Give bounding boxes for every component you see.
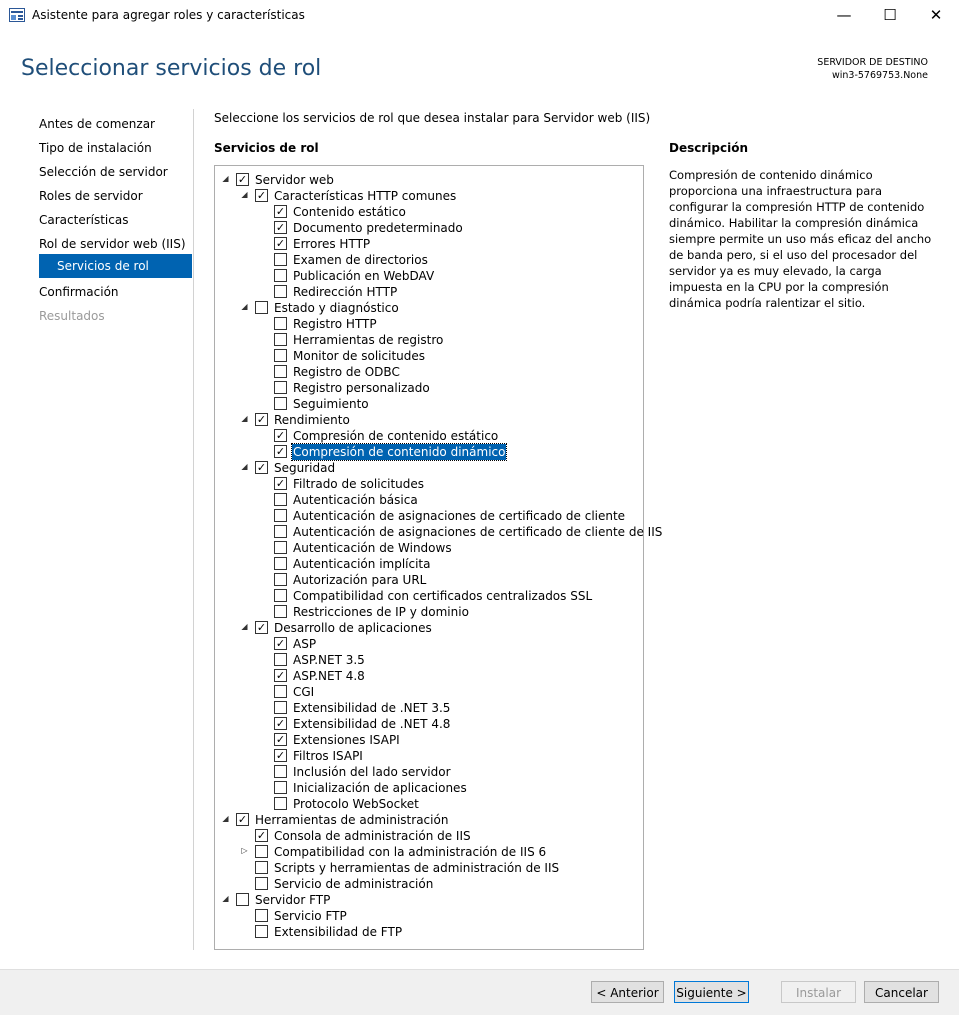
checkbox-checked[interactable] [255,829,268,842]
checkbox-checked[interactable] [274,445,287,458]
checkbox-checked[interactable] [274,477,287,490]
checkbox-checked[interactable] [255,189,268,202]
checkbox-checked[interactable] [255,461,268,474]
checkbox-unchecked[interactable] [274,493,287,506]
tree-node[interactable] [215,876,641,892]
tree-node[interactable] [215,460,641,476]
nav-item[interactable] [39,213,128,227]
checkbox-unchecked[interactable] [274,589,287,602]
nav-item [39,309,105,323]
tree-node-label[interactable]: Herramientas de administración [255,813,449,827]
checkbox-unchecked[interactable] [274,765,287,778]
checkbox-unchecked[interactable] [274,317,287,330]
checkbox-unchecked[interactable] [255,301,268,314]
description-header: Descripción [669,141,748,155]
tree-node[interactable] [215,444,641,460]
minimize-button[interactable] [821,0,867,31]
tree-node[interactable] [215,668,641,684]
description-text: Compresión de contenido dinámico proporciona una infraestructura para configurar la compresión HTTP de contenido dinámico. Habilitar la compresión dinámica siempre permite un uso más eficaz del ancho de banda pero, si el uso del procesador del servidor ya es muy elevado, la carga impuesta en la CPU por la compresión dinámica podría ralentizar el sitio. [669,168,932,310]
tree-node-label[interactable]: Compatibilidad con la administración de IIS 6 [274,845,547,859]
tree-node-label[interactable]: Autenticación implícita [293,557,431,571]
checkbox-unchecked[interactable] [255,909,268,922]
tree-node-label[interactable]: Publicación en WebDAV [293,269,435,283]
page-title: Seleccionar servicios de rol [21,56,322,81]
nav-item[interactable] [39,189,143,203]
tree-node-label[interactable]: Servidor web [255,173,334,187]
expanded-arrow-icon[interactable]: ◢ [222,814,229,823]
tree-node[interactable] [215,556,641,572]
tree-node-label[interactable]: Herramientas de registro [293,333,444,347]
checkbox-checked[interactable] [274,717,287,730]
checkbox-unchecked[interactable] [274,557,287,570]
checkbox-unchecked[interactable] [255,877,268,890]
checkbox-unchecked[interactable] [274,573,287,586]
tree-node-label[interactable]: Redirección HTTP [293,285,398,299]
tree-node-label[interactable]: Autenticación de asignaciones de certificado de cliente [293,509,626,523]
checkbox-unchecked[interactable] [274,701,287,714]
tree-node[interactable] [215,236,641,252]
nav-item-label: Antes de comenzar [39,117,155,131]
tree-node-label[interactable]: Examen de directorios [293,253,428,267]
tree-node[interactable] [215,204,641,220]
tree-node[interactable] [215,220,641,236]
checkbox-checked[interactable] [274,429,287,442]
tree-node-label[interactable]: Consola de administración de IIS [274,829,471,843]
checkbox-unchecked[interactable] [274,685,287,698]
expanded-arrow-icon[interactable]: ◢ [241,190,248,199]
tree-node-label[interactable]: Compresión de contenido dinámico [293,445,506,459]
tree-node[interactable] [215,364,641,380]
tree-node[interactable] [215,524,663,540]
tree-node-label[interactable]: Servicio de administración [274,877,434,891]
tree-node-label[interactable]: Registro de ODBC [293,365,400,379]
nav-item-label: Confirmación [39,285,119,299]
role-services-header: Servicios de rol [214,141,319,155]
checkbox-checked[interactable] [274,221,287,234]
expanded-arrow-icon[interactable]: ◢ [222,174,229,183]
tree-node-label[interactable]: Desarrollo de aplicaciones [274,621,432,635]
tree-node-label[interactable]: Inicialización de aplicaciones [293,781,467,795]
tree-node-label[interactable]: Monitor de solicitudes [293,349,425,363]
tree-node[interactable] [215,844,641,860]
tree-node-label[interactable]: Extensibilidad de .NET 3.5 [293,701,451,715]
checkbox-unchecked[interactable] [274,381,287,394]
checkbox-checked[interactable] [274,733,287,746]
tree-node[interactable] [215,700,641,716]
collapsed-arrow-icon[interactable]: ▷ [241,846,248,855]
tree-node[interactable] [215,332,641,348]
tree-node-label[interactable]: Extensiones ISAPI [293,733,400,747]
expanded-arrow-icon[interactable]: ◢ [241,414,248,423]
tree-node-label[interactable]: Seguimiento [293,397,369,411]
tree-node[interactable] [215,508,641,524]
role-services-tree[interactable] [214,165,663,950]
checkbox-checked[interactable] [255,621,268,634]
checkbox-unchecked[interactable] [274,253,287,266]
tree-node-label[interactable]: Registro personalizado [293,381,430,395]
tree-node-label[interactable]: Autorización para URL [293,573,427,587]
checkbox-checked[interactable] [236,173,249,186]
tree-node[interactable] [215,812,641,828]
tree-node-label[interactable]: Registro HTTP [293,317,377,331]
close-icon: ✕ [929,6,943,24]
minimize-icon: — [836,6,852,24]
checkbox-unchecked[interactable] [274,269,287,282]
tree-node[interactable] [215,716,641,732]
tree-node[interactable] [215,748,641,764]
nav-item[interactable] [39,141,152,155]
tree-node[interactable] [215,908,641,924]
checkbox-unchecked[interactable] [274,365,287,378]
nav-item-label: Rol de servidor web (IIS) [39,237,186,251]
window-title: Asistente para agregar roles y características [32,8,305,22]
tree-node[interactable] [215,732,641,748]
tree-node[interactable] [215,396,641,412]
tree-node[interactable] [215,604,641,620]
tree-node-label[interactable]: Extensibilidad de .NET 4.8 [293,717,451,731]
tree-node[interactable] [215,780,641,796]
checkbox-unchecked[interactable] [255,861,268,874]
tree-node-label[interactable]: Compresión de contenido estático [293,429,499,443]
checkbox-unchecked[interactable] [274,797,287,810]
tree-node[interactable] [215,268,641,284]
tree-node[interactable] [215,588,641,604]
tree-node[interactable] [215,860,641,876]
tree-node-label[interactable]: CGI [293,685,315,699]
tree-node-label[interactable]: Características HTTP comunes [274,189,457,203]
checkbox-checked[interactable] [236,813,249,826]
tree-node[interactable] [215,892,641,908]
expanded-arrow-icon[interactable]: ◢ [241,622,248,631]
nav-item-label: Roles de servidor [39,189,143,203]
tree-node[interactable] [215,572,641,588]
tree-node-label[interactable]: Documento predeterminado [293,221,463,235]
tree-node[interactable] [215,172,641,188]
checkbox-unchecked[interactable] [274,509,287,522]
tree-node[interactable] [215,764,641,780]
tree-node-label[interactable]: Autenticación de asignaciones de certificado de cliente de IIS [293,525,663,539]
nav-item-label: Características [39,213,129,227]
checkbox-unchecked[interactable] [255,845,268,858]
nav-item-label: Tipo de instalación [39,141,152,155]
tree-node[interactable] [215,412,641,428]
tree-node[interactable] [215,380,641,396]
maximize-button[interactable] [867,0,913,31]
expanded-arrow-icon[interactable]: ◢ [241,302,248,311]
tree-node[interactable] [215,636,641,652]
nav-item[interactable] [39,237,186,251]
checkbox-checked[interactable] [274,205,287,218]
checkbox-unchecked[interactable] [274,397,287,410]
nav-item-label: Servicios de rol [57,259,149,273]
previous-button[interactable]: < Anterior [591,981,664,1003]
tree-node[interactable] [215,428,641,444]
checkbox-checked[interactable] [274,749,287,762]
tree-node-label[interactable]: Inclusión del lado servidor [293,765,451,779]
tree-node-label[interactable]: ASP.NET 3.5 [293,653,365,667]
nav-item-label: Resultados [39,309,105,323]
tree-node[interactable] [215,796,641,812]
next-button[interactable]: Siguiente > [674,981,749,1003]
tree-node[interactable] [215,188,641,204]
tree-node-label[interactable]: Servidor FTP [255,893,331,907]
maximize-icon: ☐ [883,6,897,24]
tree-node-label[interactable]: Autenticación básica [293,493,418,507]
tree-node[interactable] [215,284,641,300]
tree-node-label[interactable]: ASP [293,637,317,651]
tree-node[interactable] [215,540,641,556]
tree-node-label[interactable]: Filtros ISAPI [293,749,363,763]
tree-node[interactable] [215,348,641,364]
checkbox-unchecked[interactable] [274,525,287,538]
checkbox-unchecked[interactable] [274,349,287,362]
tree-node[interactable] [215,652,641,668]
tree-node-label[interactable]: Seguridad [274,461,336,475]
install-button[interactable]: Instalar [781,981,856,1003]
tree-node-label[interactable]: Restricciones de IP y dominio [293,605,469,619]
tree-node[interactable] [215,492,641,508]
tree-node-label[interactable]: Contenido estático [293,205,406,219]
destination-server-value: win3-5769753.None [831,70,928,81]
destination-server-label: SERVIDOR DE DESTINO [817,57,928,68]
checkbox-checked[interactable] [274,637,287,650]
checkbox-checked[interactable] [274,669,287,682]
tree-node-label[interactable]: ASP.NET 4.8 [293,669,365,683]
nav-item[interactable] [39,117,155,131]
expanded-arrow-icon[interactable]: ◢ [241,462,248,471]
tree-node-label[interactable]: Protocolo WebSocket [293,797,419,811]
checkbox-unchecked[interactable] [236,893,249,906]
checkbox-unchecked[interactable] [274,781,287,794]
tree-node-label[interactable]: Compatibilidad con certificados centralizados SSL [293,589,593,603]
tree-node[interactable] [215,684,641,700]
cancel-button[interactable]: Cancelar [864,981,939,1003]
tree-node-label[interactable]: Errores HTTP [293,237,371,251]
nav-divider [193,109,194,950]
expanded-arrow-icon[interactable]: ◢ [222,894,229,903]
tree-node-label[interactable]: Scripts y herramientas de administración de IIS [274,861,560,875]
tree-node[interactable] [215,252,641,268]
tree-node[interactable] [215,316,641,332]
checkbox-unchecked[interactable] [274,653,287,666]
tree-node[interactable] [215,300,641,316]
tree-node[interactable] [215,620,641,636]
tree-node-label[interactable]: Rendimiento [274,413,350,427]
server-manager-icon [9,8,25,22]
tree-node-label[interactable]: Extensibilidad de FTP [274,925,403,939]
checkbox-unchecked[interactable] [274,285,287,298]
checkbox-checked[interactable] [255,413,268,426]
checkbox-unchecked[interactable] [255,925,268,938]
checkbox-unchecked[interactable] [274,541,287,554]
checkbox-unchecked[interactable] [274,333,287,346]
tree-node[interactable] [215,924,641,940]
title-bar [0,0,959,31]
nav-item-label: Selección de servidor [39,165,168,179]
tree-node[interactable] [215,828,641,844]
nav-item[interactable] [39,285,119,299]
nav-item[interactable] [39,165,168,179]
tree-node-label[interactable]: Autenticación de Windows [293,541,452,555]
checkbox-checked[interactable] [274,237,287,250]
tree-node[interactable] [215,476,641,492]
checkbox-unchecked[interactable] [274,605,287,618]
instruction-text: Seleccione los servicios de rol que desea instalar para Servidor web (IIS) [214,111,651,125]
tree-node-label[interactable]: Servicio FTP [274,909,347,923]
tree-node-label[interactable]: Estado y diagnóstico [274,301,399,315]
nav-item[interactable] [39,254,192,278]
tree-node-label[interactable]: Filtrado de solicitudes [293,477,425,491]
close-button[interactable] [913,0,959,31]
